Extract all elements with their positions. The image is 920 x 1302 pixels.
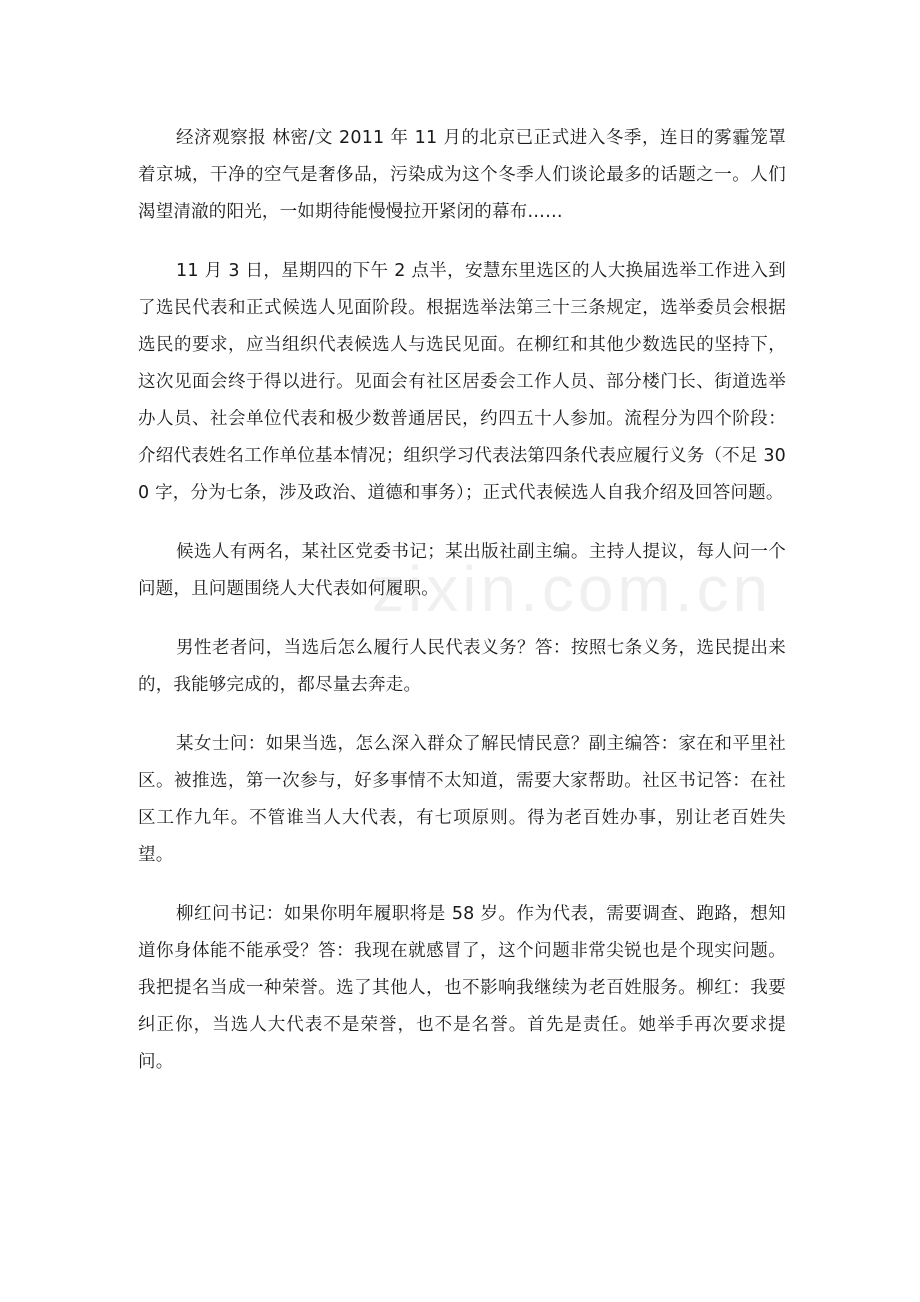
article-body [138,120,786,1103]
paragraph-meeting: 11 月 3 日，星期四的下午 2 点半，安慧东里选区的人大换届选举工作进入到了选民代表和正式候选人见面阶段。根据选举法第三十三条规定，选举委员会根据选民的要求，应当组织代表候选人与选民见面。在柳红和其他少数选民的坚持下，这次见面会终于得以进行。见面会有社区居委会工作人员、部分楼门长、街道选举办人员、社会单位代表和极少数普通居民，约四五十人参加。流程分为四个阶段：介绍代表姓名工作单位基本情况；组织学习代表法第四条代表应履行义务（不足 300 字，分为七条，涉及政治、道德和事务）；正式代表候选人自我介绍及回答问题。 [138,261,786,503]
paragraph-question-woman: 某女士问：如果当选，怎么深入群众了解民情民意？副主编答：家在和平里社区。被推选，第一次参与，好多事情不太知道，需要大家帮助。社区书记答：在社区工作九年。不管谁当人大代表，有七项原则。得为老百姓办事，别让老百姓失望。 [138,734,786,865]
paragraph-question-elder: 男性老者问，当选后怎么履行人民代表义务？答：按照七条义务，选民提出来的，我能够完成的，都尽量去奔走。 [138,638,786,695]
paragraph-intro: 经济观察报 林密/文 2011 年 11 月的北京已正式进入冬季，连日的雾霾笼罩着京城，干净的空气是奢侈品，污染成为这个冬季人们谈论最多的话题之一。人们渴望清澈的阳光，一如期待能慢慢拉开紧闭的幕布…… [138,128,786,222]
watermark: zixin.com.cn [372,553,773,625]
paragraph-question-liuhong: 柳红问书记：如果你明年履职将是 58 岁。作为代表，需要调查、跑路，想知道你身体能不能承受？答：我现在就感冒了，这个问题非常尖锐也是个现实问题。我把提名当成一种荣誉。选了其他人，也不影响我继续为老百姓服务。柳红：我要纠正你，当选人大代表不是荣誉，也不是名誉。首先是责任。她举手再次要求提问。 [138,904,786,1072]
paragraph-candidates: 候选人有两名，某社区党委书记；某出版社副主编。主持人提议，每人问一个问题，且问题围绕人大代表如何履职。 [138,542,786,599]
